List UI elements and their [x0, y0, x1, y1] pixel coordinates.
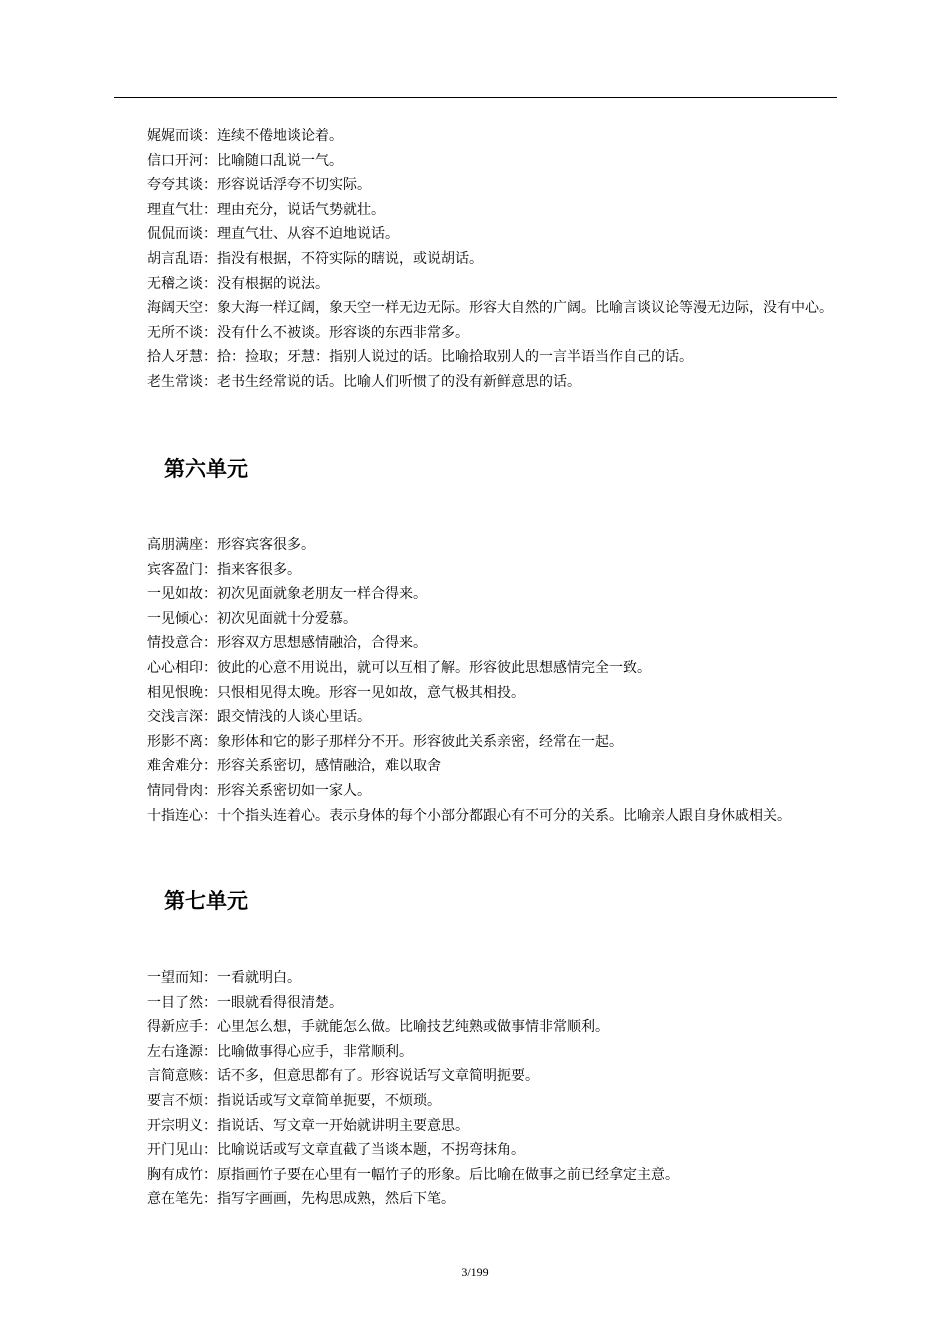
- idiom-definition: 指说话、写文章一开始就讲明主要意思。: [217, 1117, 469, 1134]
- section-2: [114, 966, 837, 1212]
- idiom-definition: 指没有根据，不符实际的瞎说，或说胡话。: [217, 250, 483, 267]
- idiom-entry: [114, 198, 837, 223]
- idiom-entry: [114, 173, 837, 198]
- idiom-entry: [114, 631, 837, 656]
- idiom-definition: 形容关系密切如一家人。: [217, 782, 371, 799]
- idiom-entry: [114, 1089, 837, 1114]
- idiom-term: 信口开河: [147, 152, 203, 169]
- idiom-entry: [114, 124, 837, 149]
- idiom-definition: 老书生经常说的话。比喻人们听惯了的没有新鲜意思的话。: [217, 373, 581, 390]
- idiom-separator: ：: [203, 994, 217, 1011]
- idiom-term: 无所不谈: [147, 324, 203, 341]
- idiom-definition: 跟交情浅的人谈心里话。: [217, 709, 371, 726]
- idiom-separator: ：: [203, 970, 217, 986]
- idiom-term: 夸夸其谈: [147, 177, 203, 194]
- idiom-separator: ：: [203, 684, 217, 701]
- idiom-term: 要言不烦: [147, 1092, 203, 1109]
- idiom-entry: [114, 149, 837, 174]
- idiom-entry: [114, 1138, 837, 1163]
- idiom-definition: 形容关系密切，感情融洽，难以取舍: [217, 758, 441, 775]
- idiom-separator: ：: [203, 807, 217, 824]
- idiom-term: 一见倾心: [147, 610, 203, 627]
- idiom-term: 形影不离: [147, 733, 203, 750]
- idiom-entry: [114, 272, 837, 297]
- idiom-definition: 心里怎么想，手就能怎么做。比喻技艺纯熟或做事情非常顺利。: [217, 1019, 609, 1036]
- idiom-separator: ：: [203, 152, 217, 169]
- idiom-separator: ：: [203, 635, 217, 652]
- idiom-definition: 只恨相见得太晚。形容一见如故，意气极其相投。: [217, 684, 525, 701]
- idiom-term: 心心相印: [147, 659, 203, 676]
- idiom-term: 宾客盈门: [147, 561, 203, 578]
- idiom-term: 意在笔先: [147, 1191, 203, 1208]
- idiom-definition: 十个指头连着心。表示身体的每个小部分都跟心有不可分的关系。比喻亲人跟自身休戚相关。: [217, 807, 791, 824]
- idiom-term: 情投意合: [147, 635, 203, 652]
- idiom-term: 无稽之谈: [147, 275, 203, 292]
- idiom-separator: ：: [203, 1166, 217, 1183]
- idiom-entry: [114, 582, 837, 607]
- idiom-definition: 指说话或写文章简单扼要，不烦琐。: [217, 1092, 441, 1109]
- idiom-entry: [114, 1064, 837, 1089]
- idiom-separator: ：: [203, 250, 217, 267]
- idiom-term: 理直气壮: [147, 201, 203, 218]
- idiom-term: 难舍难分: [147, 758, 203, 775]
- idiom-term: 侃侃而谈: [147, 226, 203, 243]
- idiom-separator: ：: [203, 349, 217, 366]
- idiom-definition: 初次见面就十分爱慕。: [217, 610, 357, 627]
- idiom-entry: [114, 222, 837, 247]
- idiom-definition: 连续不倦地谈论着。: [217, 128, 343, 144]
- idiom-separator: ：: [203, 1019, 217, 1036]
- idiom-definition: 象形体和它的影子那样分不开。形容彼此关系亲密，经常在一起。: [217, 733, 623, 750]
- idiom-separator: ：: [203, 1068, 217, 1085]
- idiom-definition: 比喻说话或写文章直截了当谈本题，不拐弯抹角。: [217, 1142, 525, 1159]
- idiom-term: 一见如故: [147, 586, 203, 603]
- idiom-entry: [114, 730, 837, 755]
- idiom-separator: ：: [203, 782, 217, 799]
- idiom-separator: ：: [203, 128, 217, 144]
- idiom-entry: [114, 1040, 837, 1065]
- idiom-entry: [114, 804, 837, 829]
- idiom-entry: [114, 1015, 837, 1040]
- idiom-term: 胡言乱语: [147, 250, 203, 267]
- idiom-separator: ：: [203, 1142, 217, 1159]
- idiom-definition: 彼此的心意不用说出，就可以互相了解。形容彼此思想感情完全一致。: [217, 659, 651, 676]
- idiom-entry: [114, 370, 837, 395]
- idiom-separator: ：: [203, 537, 217, 553]
- idiom-definition: 象大海一样辽阔，象天空一样无边无际。形容大自然的广阔。比喻言谈议论等漫无边际，没有中心。: [217, 300, 833, 317]
- idiom-separator: ：: [203, 1117, 217, 1134]
- idiom-term: 十指连心: [147, 807, 203, 824]
- idiom-separator: ：: [203, 758, 217, 775]
- idiom-definition: 形容宾客很多。: [217, 537, 315, 553]
- idiom-definition: 形容双方思想感情融洽，合得来。: [217, 635, 427, 652]
- idiom-term: 拾人牙慧: [147, 349, 203, 366]
- idiom-separator: ：: [203, 1092, 217, 1109]
- idiom-separator: ：: [203, 586, 217, 603]
- idiom-separator: ：: [203, 733, 217, 750]
- idiom-term: 情同骨肉: [147, 782, 203, 799]
- section-heading-unit-7: 第七单元: [164, 889, 248, 913]
- idiom-separator: ：: [203, 373, 217, 390]
- idiom-entry: [114, 705, 837, 730]
- idiom-definition: 没有什么不被谈。形容谈的东西非常多。: [217, 324, 469, 341]
- idiom-separator: ：: [203, 1043, 217, 1060]
- idiom-term: 一望而知: [147, 970, 203, 986]
- idiom-definition: 拾：捡取；牙慧：指别人说过的话。比喻拾取别人的一言半语当作自己的话。: [217, 349, 693, 366]
- idiom-separator: ：: [203, 659, 217, 676]
- header-rule: [114, 97, 837, 98]
- idiom-term: 娓娓而谈: [147, 128, 203, 144]
- idiom-entry: [114, 533, 837, 558]
- idiom-definition: 一看就明白。: [217, 970, 301, 986]
- idiom-term: 胸有成竹: [147, 1166, 203, 1183]
- idiom-definition: 理直气壮、从容不迫地说话。: [217, 226, 399, 243]
- idiom-entry: [114, 1187, 837, 1212]
- idiom-entry: [114, 779, 837, 804]
- idiom-entry: [114, 966, 837, 991]
- idiom-term: 得新应手: [147, 1019, 203, 1036]
- idiom-separator: ：: [203, 201, 217, 218]
- idiom-definition: 形容说话浮夸不切实际。: [217, 177, 371, 194]
- idiom-definition: 比喻随口乱说一气。: [217, 152, 343, 169]
- idiom-term: 一目了然: [147, 994, 203, 1011]
- idiom-entry: [114, 558, 837, 583]
- idiom-definition: 指写字画画，先构思成熟，然后下笔。: [217, 1191, 455, 1208]
- idiom-definition: 一眼就看得很清楚。: [217, 994, 343, 1011]
- idiom-entry: [114, 607, 837, 632]
- idiom-term: 相见恨晚: [147, 684, 203, 701]
- idiom-separator: ：: [203, 1191, 217, 1208]
- idiom-definition: 指来客很多。: [217, 561, 301, 578]
- idiom-entry: [114, 1114, 837, 1139]
- idiom-separator: ：: [203, 177, 217, 194]
- idiom-entry: [114, 1163, 837, 1188]
- idiom-definition: 初次见面就象老朋友一样合得来。: [217, 586, 427, 603]
- idiom-separator: ：: [203, 610, 217, 627]
- idiom-separator: ：: [203, 324, 217, 341]
- section-heading-unit-6: 第六单元: [164, 457, 248, 481]
- idiom-term: 开宗明义: [147, 1117, 203, 1134]
- idiom-definition: 原指画竹子要在心里有一幅竹子的形象。后比喻在做事之前已经拿定主意。: [217, 1166, 679, 1183]
- page-number: 3/199: [461, 1265, 489, 1279]
- idiom-definition: 话不多，但意思都有了。形容说话写文章简明扼要。: [217, 1068, 539, 1085]
- idiom-entry: [114, 247, 837, 272]
- idiom-separator: ：: [203, 709, 217, 726]
- idiom-separator: ：: [203, 226, 217, 243]
- section-1: [114, 533, 837, 828]
- idiom-term: 海阔天空: [147, 300, 203, 317]
- idiom-definition: 没有根据的说法。: [217, 275, 329, 292]
- idiom-definition: 理由充分，说话气势就壮。: [217, 201, 385, 218]
- idiom-definition: 比喻做事得心应手，非常顺利。: [217, 1043, 413, 1060]
- idiom-entry: [114, 345, 837, 370]
- idiom-entry: [114, 656, 837, 681]
- idiom-separator: ：: [203, 275, 217, 292]
- idiom-entry: [114, 321, 837, 346]
- idiom-term: 老生常谈: [147, 373, 203, 390]
- idiom-term: 交浅言深: [147, 709, 203, 726]
- idiom-entry: [114, 754, 837, 779]
- idiom-term: 言简意赅: [147, 1068, 203, 1085]
- idiom-entry: [114, 681, 837, 706]
- idiom-separator: ：: [203, 300, 217, 317]
- section-0: [114, 124, 837, 395]
- idiom-entry: [114, 296, 837, 321]
- idiom-entry: [114, 991, 837, 1016]
- idiom-term: 高朋满座: [147, 537, 203, 553]
- idiom-separator: ：: [203, 561, 217, 578]
- idiom-term: 左右逢源: [147, 1043, 203, 1060]
- idiom-term: 开门见山: [147, 1142, 203, 1159]
